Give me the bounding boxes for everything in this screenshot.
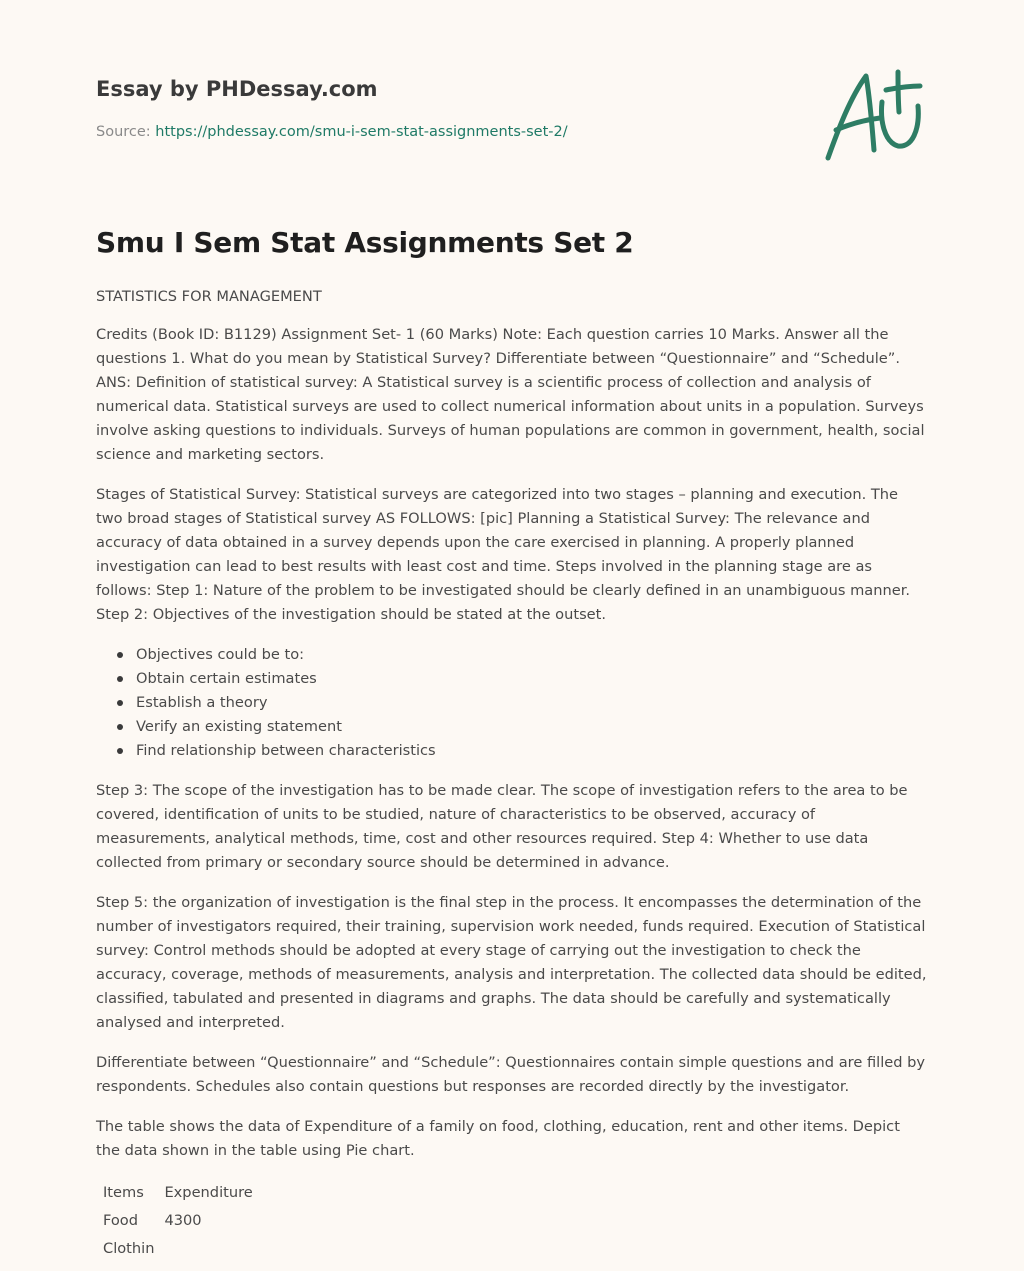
brand-title: Essay by PHDessay.com [96,77,378,101]
list-item: Find relationship between characteristics [96,739,928,763]
essay-body [96,285,928,1263]
paragraph: The table shows the data of Expenditure of a family on food, clothing, education, rent and other items. Depict the data shown in the table using Pie chart. [96,1118,900,1159]
table-cell [159,1235,257,1263]
expenditure-table [98,1179,258,1263]
page-header [96,0,928,205]
table-header-row [98,1179,258,1207]
table-row [98,1235,258,1263]
table-header-cell: Items [103,1184,144,1201]
table-cell: Clothin [103,1240,155,1257]
list-item: Verify an existing statement [96,715,928,739]
table-cell: Food [103,1212,138,1229]
paragraph: Credits (Book ID: B1129) Assignment Set- 1 (60 Marks) Note: Each question carries 10 Marks. Answer all the questions 1. What do you mean by Statistical Survey? Differentiate between “Questionnaire” and “Schedule”. ANS: Definition of statistical survey: A Statistical survey is a scientific process of collection and analysis of numerical data. Statistical surveys are used to collect numerical information about units in a population. Surveys involve asking questions to individuals. Surveys of human populations are common in government, health, social science and marketing sectors. [96,326,925,463]
source-label: Source: [96,124,151,140]
list-item: Establish a theory [96,691,928,715]
a-plus-logo-icon [824,68,924,164]
paragraph: Stages of Statistical Survey: Statistical surveys are categorized into two stages – planning and execution. The two broad stages of Statistical survey AS FOLLOWS: [pic] Planning a Statistical Survey: The relevance and accuracy of data obtained in a survey depends upon the care exercised in planning. A properly planned investigation can lead to best results with least cost and time. Steps involved in the planning stage are as follows: Step 1: Nature of the problem to be investigated should be clearly defined in an unambiguous manner. Step 2: Objectives of the investigation should be stated at the outset. [96,486,911,623]
objectives-list [96,643,928,763]
source-link[interactable]: https://phdessay.com/smu-i-sem-stat-assignments-set-2/ [155,124,568,140]
source-line [96,124,568,140]
list-item: Obtain certain estimates [96,667,928,691]
table-row [98,1207,258,1235]
page-title: Smu I Sem Stat Assignments Set 2 [96,226,634,259]
essay-page [96,0,928,1257]
paragraph: Step 5: the organization of investigation is the final step in the process. It encompasses the determination of the number of investigators required, their training, supervision work needed, funds required. Execution of Statistical survey: Control methods should be adopted at every stage of carrying out the investigation to check the accuracy, coverage, methods of measurements, analysis and interpretation. The collected data should be edited, classified, tabulated and presented in diagrams and graphs. The data should be carefully and systematically analysed and interpreted. [96,894,927,1031]
table-header-cell: Expenditure [164,1184,253,1201]
table-cell: 4300 [164,1212,202,1229]
course-subtitle: STATISTICS FOR MANAGEMENT [96,288,322,305]
list-item: Objectives could be to: [96,643,928,667]
paragraph: Step 3: The scope of the investigation has to be made clear. The scope of investigation refers to the area to be covered, identification of units to be studied, nature of characteristics to be observed, accuracy of measurements, analytical methods, time, cost and other resources required. Step 4: Whether to use data collected from primary or secondary source should be determined in advance. [96,782,908,871]
paragraph: Differentiate between “Questionnaire” and “Schedule”: Questionnaires contain simple questions and are filled by respondents. Schedules also contain questions but responses are recorded directly by the investigator. [96,1054,926,1095]
